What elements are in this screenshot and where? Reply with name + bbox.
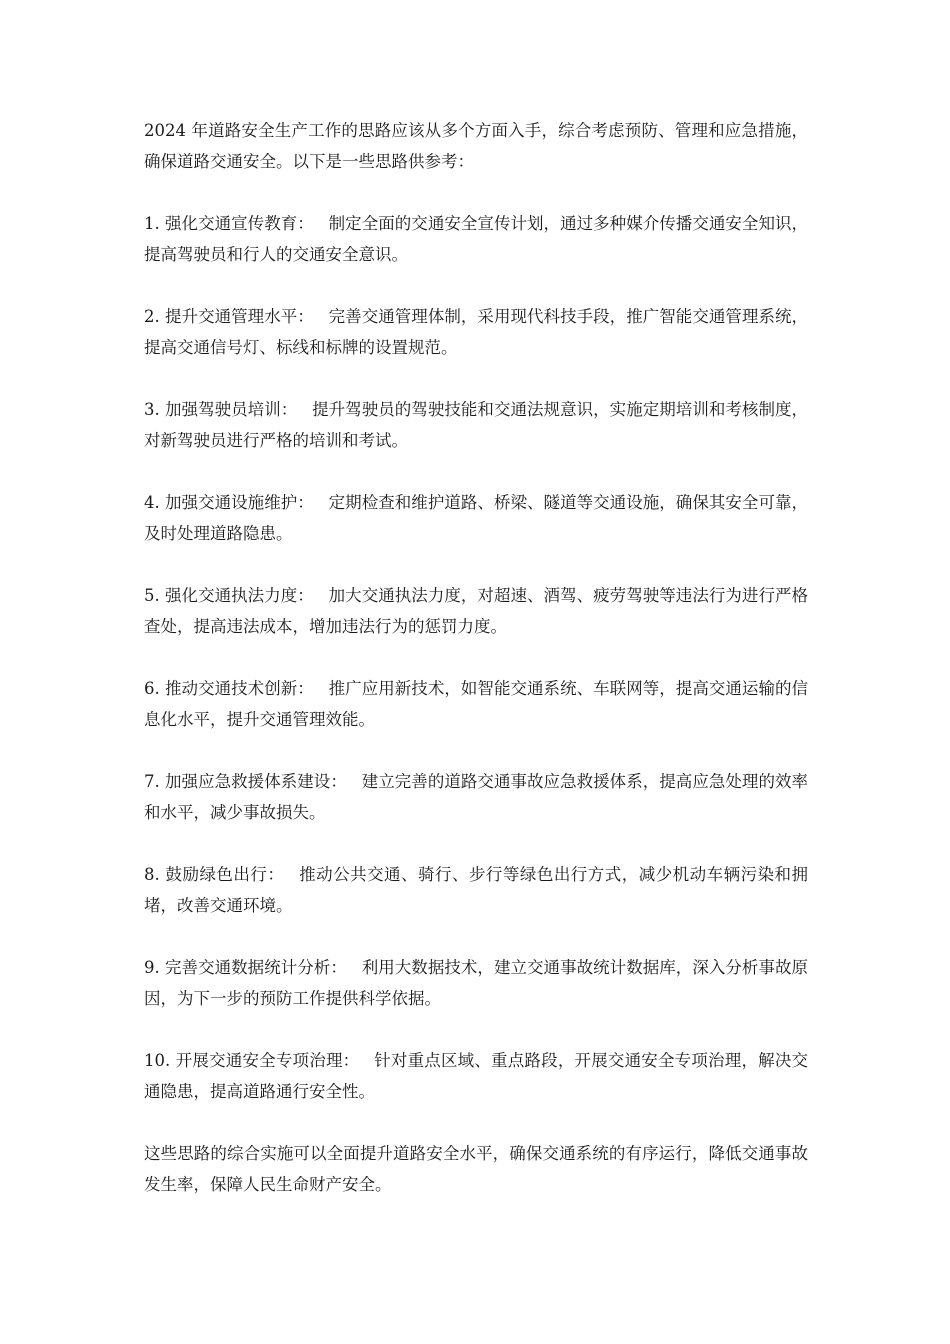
conclusion-paragraph: 这些思路的综合实施可以全面提升道路安全水平，确保交通系统的有序运行，降低交通事故发生率，保障人民生命财产安全。 bbox=[144, 1144, 808, 1194]
intro-paragraph: 2024 年道路安全生产工作的思路应该从多个方面入手，综合考虑预防、管理和应急措施，确保道路交通安全。以下是一些思路供参考： bbox=[144, 121, 808, 171]
document-body bbox=[144, 115, 808, 1200]
list-item bbox=[144, 208, 808, 270]
item-heading: 加强应急救援体系建设： bbox=[165, 772, 347, 791]
item-number: 2. bbox=[144, 307, 160, 326]
list-item bbox=[144, 394, 808, 456]
item-text: 利用大数据技术，建立交通事故统计数据库，深入分析事故原因，为下一步的预防工作提供科学依据。 bbox=[144, 958, 809, 1008]
item-number: 8. bbox=[144, 865, 160, 884]
item-heading: 完善交通数据统计分析： bbox=[165, 958, 347, 977]
item-number: 6. bbox=[144, 679, 160, 698]
list-item bbox=[144, 580, 808, 642]
item-number: 4. bbox=[144, 493, 160, 512]
item-number: 3. bbox=[144, 400, 160, 419]
item-heading: 加强交通设施维护： bbox=[165, 493, 314, 512]
list-item bbox=[144, 487, 808, 549]
item-number: 10. bbox=[144, 1051, 171, 1070]
item-text: 完善交通管理体制，采用现代科技手段，推广智能交通管理系统，提高交通信号灯、标线和标牌的设置规范。 bbox=[144, 307, 809, 357]
item-heading: 强化交通宣传教育： bbox=[165, 214, 314, 233]
item-text: 制定全面的交通安全宣传计划，通过多种媒介传播交通安全知识，提高驾驶员和行人的交通安全意识。 bbox=[144, 214, 809, 264]
item-text: 加大交通执法力度，对超速、酒驾、疲劳驾驶等违法行为进行严格查处，提高违法成本，增加违法行为的惩罚力度。 bbox=[144, 586, 809, 636]
item-heading: 开展交通安全专项治理： bbox=[175, 1051, 360, 1070]
list-item bbox=[144, 301, 808, 363]
item-text: 定期检查和维护道路、桥梁、隧道等交通设施，确保其安全可靠，及时处理道路隐患。 bbox=[144, 493, 809, 543]
item-number: 5. bbox=[144, 586, 160, 605]
item-heading: 鼓励绿色出行： bbox=[165, 865, 285, 884]
item-text: 推广应用新技术，如智能交通系统、车联网等，提高交通运输的信息化水平，提升交通管理效能。 bbox=[144, 679, 809, 729]
list-item bbox=[144, 952, 808, 1014]
item-text: 建立完善的道路交通事故应急救援体系，提高应急处理的效率和水平，减少事故损失。 bbox=[144, 772, 809, 822]
item-text: 推动公共交通、骑行、步行等绿色出行方式，减少机动车辆污染和拥堵，改善交通环境。 bbox=[144, 865, 809, 915]
item-heading: 推动交通技术创新： bbox=[165, 679, 314, 698]
item-heading: 加强驾驶员培训： bbox=[165, 400, 298, 419]
item-number: 1. bbox=[144, 214, 160, 233]
item-number: 9. bbox=[144, 958, 160, 977]
list-item bbox=[144, 673, 808, 735]
item-number: 7. bbox=[144, 772, 160, 791]
item-heading: 提升交通管理水平： bbox=[165, 307, 314, 326]
item-text: 针对重点区域、重点路段，开展交通安全专项治理，解决交通隐患，提高道路通行安全性。 bbox=[144, 1051, 809, 1101]
list-item bbox=[144, 1045, 808, 1107]
list-item bbox=[144, 766, 808, 828]
item-text: 提升驾驶员的驾驶技能和交通法规意识，实施定期培训和考核制度，对新驾驶员进行严格的培训和考试。 bbox=[144, 400, 809, 450]
item-heading: 强化交通执法力度： bbox=[165, 586, 314, 605]
list-item bbox=[144, 859, 808, 921]
